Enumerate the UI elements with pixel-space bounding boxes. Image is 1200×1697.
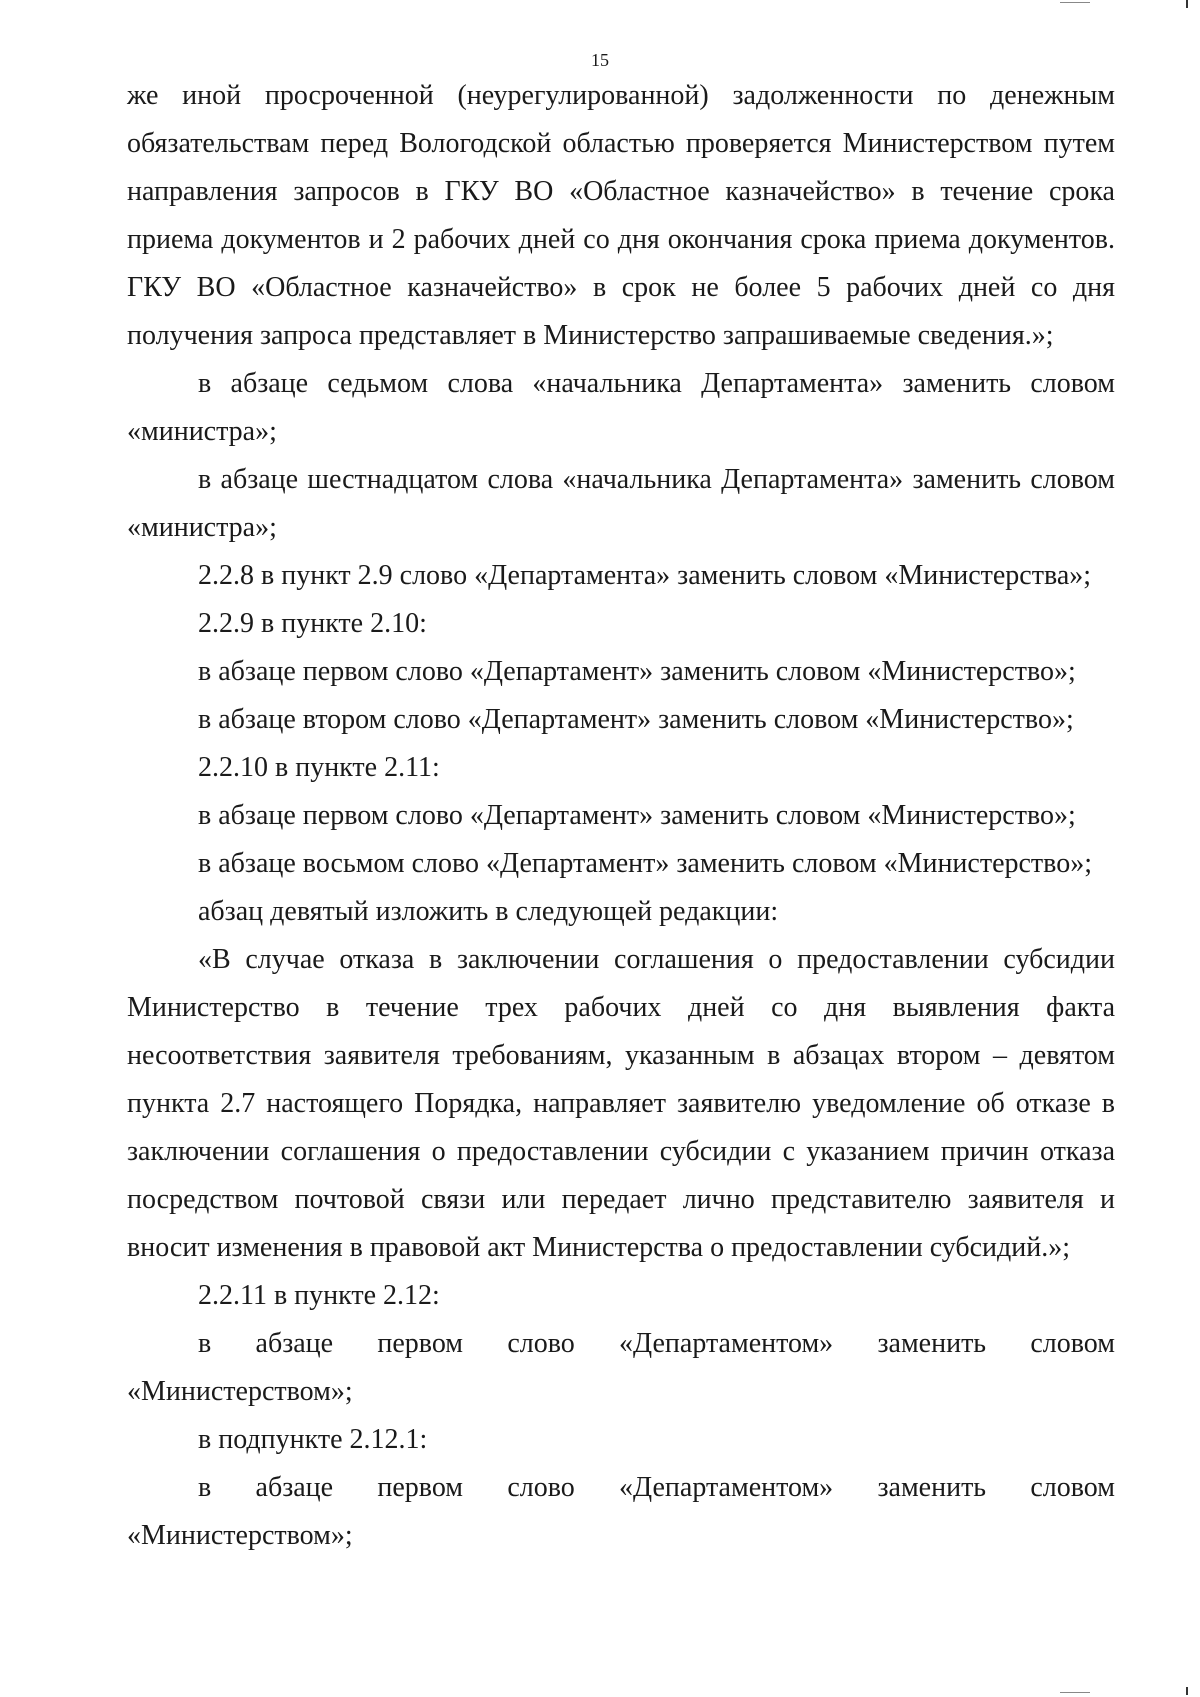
paragraph: в абзаце седьмом слова «начальника Департамента» заменить словом «министра»; — [127, 368, 1115, 447]
paragraph: в абзаце втором слово «Департамент» заменить словом «Министерство»; — [198, 704, 1074, 735]
paragraph: 2.2.10 в пункте 2.11: — [198, 752, 440, 783]
scan-edge-mark-top — [1186, 0, 1188, 8]
paragraph: 2.2.11 в пункте 2.12: — [198, 1280, 440, 1311]
paragraph: в абзаце восьмом слово «Департамент» заменить словом «Министерство»; — [198, 848, 1092, 879]
paragraph: в абзаце первом слово «Департамент» заменить словом «Министерство»; — [198, 800, 1076, 831]
scan-edge-mark-top-dash — [1060, 2, 1090, 3]
paragraph: в абзаце первом слово «Департамент» заменить словом «Министерство»; — [198, 656, 1076, 687]
scan-edge-mark-bottom-right — [1186, 1687, 1188, 1695]
paragraph: абзац девятый изложить в следующей редакции: — [198, 896, 779, 927]
paragraph: в абзаце первом слово «Департаментом» заменить словом «Министерством»; — [127, 1472, 1115, 1551]
paragraph-quoted-amendment: «В случае отказа в заключении соглашения о предоставлении субсидии Министерство в течение трех рабочих дней со дня выявления факта несоответствия заявителя требованиям, указанным в абзацах втором – девятом пункта 2.7 настоящего Порядка, направляет заявителю уведомление об отказе в заключении соглашения о предоставлении субсидии с указанием причин отказа посредством почтовой связи или передает лично представителю заявителя и вносит изменения в правовой акт Министерства о предоставлении субсидий.»; — [127, 944, 1115, 1263]
paragraph: 2.2.9 в пункте 2.10: — [198, 608, 427, 639]
document-body — [127, 72, 1115, 1560]
scan-edge-mark-bottom — [1060, 1692, 1090, 1693]
paragraph: 2.2.8 в пункт 2.9 слово «Департамента» заменить словом «Министерства»; — [198, 560, 1092, 591]
paragraph: в абзаце шестнадцатом слова «начальника Департамента» заменить словом «министра»; — [127, 464, 1115, 543]
paragraph-continuation: же иной просроченной (неурегулированной) задолженности по денежным обязательствам перед Вологодской областью проверяется Министерством путем направления запросов в ГКУ ВО «Областное казначейство» в течение срока приема документов и 2 рабочих дней со дня окончания срока приема документов. ГКУ ВО «Областное казначейство» в срок не более 5 рабочих дней со дня получения запроса представляет в Министерство запрашиваемые сведения.»; — [127, 80, 1115, 351]
page-number: 15 — [591, 50, 609, 70]
paragraph: в абзаце первом слово «Департаментом» заменить словом «Министерством»; — [127, 1328, 1115, 1407]
paragraph: в подпункте 2.12.1: — [198, 1424, 428, 1455]
